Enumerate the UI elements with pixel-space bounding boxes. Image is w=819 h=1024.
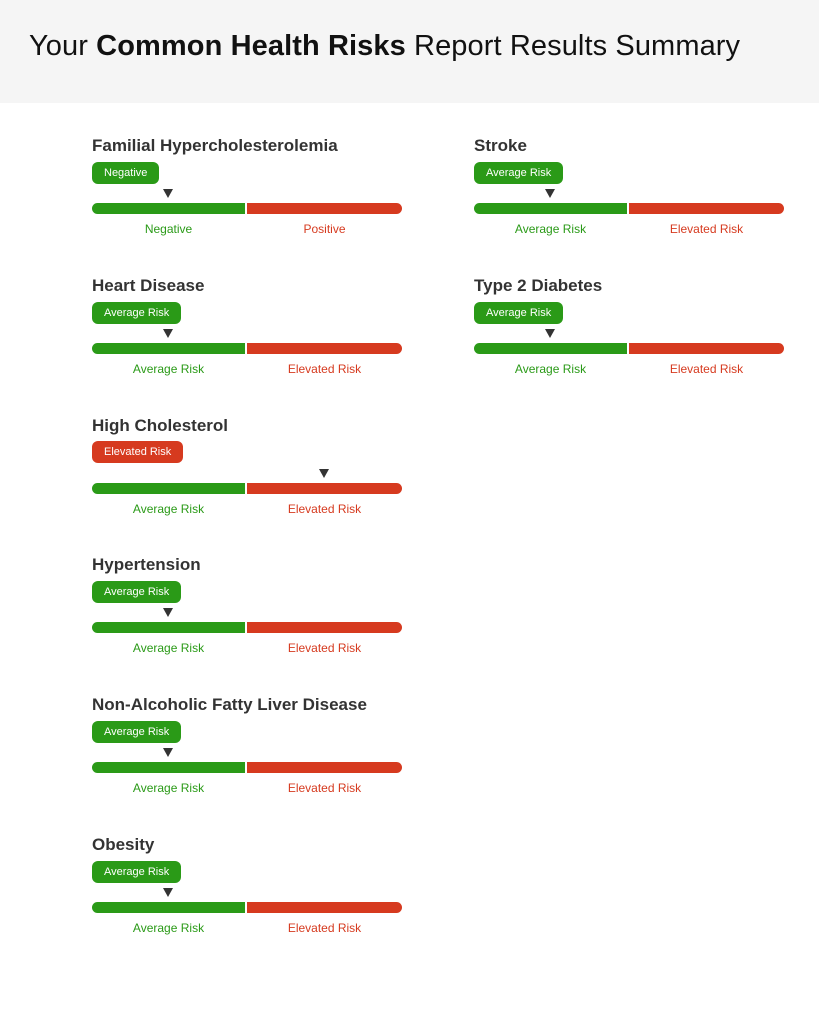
risk-high-label: Positive: [303, 222, 346, 236]
risk-marker-icon: [163, 888, 173, 897]
risk-title: Familial Hypercholesterolemia: [92, 136, 338, 155]
risk-bar-high-segment: [247, 902, 402, 913]
status-badge: Average Risk: [92, 861, 181, 883]
risk-bar-high-segment: [247, 203, 402, 214]
risk-title: Non-Alcoholic Fatty Liver Disease: [92, 695, 367, 714]
status-badge: Average Risk: [92, 302, 181, 324]
risk-bar: [92, 902, 402, 913]
risk-bar-low-segment: [474, 343, 627, 354]
risk-title: High Cholesterol: [92, 416, 229, 435]
risk-bar: [92, 483, 402, 494]
risk-bar-high-segment: [247, 483, 402, 494]
risk-bar-high-segment: [247, 762, 402, 773]
risk-low-label: Average Risk: [514, 222, 587, 236]
status-badge: Average Risk: [474, 162, 563, 184]
risk-high-label: Elevated Risk: [669, 362, 744, 376]
risk-marker-icon: [319, 469, 329, 478]
risk-bar-high-segment: [247, 622, 402, 633]
risk-bar-high-segment: [629, 343, 784, 354]
risk-bar-low-segment: [92, 622, 245, 633]
title-prefix: Your: [29, 30, 88, 62]
risk-low-label: Average Risk: [132, 641, 205, 655]
risk-bar: [92, 343, 402, 354]
risk-marker-icon: [163, 329, 173, 338]
risk-marker-icon: [545, 189, 555, 198]
risk-title: Heart Disease: [92, 276, 205, 295]
report-header: [0, 0, 819, 103]
risk-marker-icon: [163, 189, 173, 198]
risk-marker-icon: [545, 329, 555, 338]
risk-card-high-cholesterol: [92, 416, 402, 531]
risk-card-hypertension: [92, 555, 402, 670]
risk-bar-low-segment: [92, 902, 245, 913]
risk-bar: [92, 622, 402, 633]
status-badge: Negative: [92, 162, 159, 184]
risk-high-label: Elevated Risk: [669, 222, 744, 236]
risk-bar-low-segment: [92, 483, 245, 494]
risk-high-label: Elevated Risk: [287, 502, 362, 516]
risk-title: Hypertension: [92, 555, 201, 574]
risk-bar: [474, 343, 784, 354]
risk-title: Stroke: [474, 136, 527, 155]
risk-bar-low-segment: [474, 203, 627, 214]
status-badge: Elevated Risk: [92, 441, 183, 463]
title-bold: Common Health Risks: [96, 30, 406, 62]
risk-low-label: Average Risk: [132, 362, 205, 376]
risk-low-label: Average Risk: [132, 502, 205, 516]
risk-low-label: Negative: [144, 222, 193, 236]
status-badge: Average Risk: [92, 581, 181, 603]
status-badge: Average Risk: [92, 721, 181, 743]
risk-card-nafld: [92, 695, 402, 810]
risk-card-familial-hypercholesterolemia: [92, 136, 402, 251]
risk-bar-high-segment: [629, 203, 784, 214]
risk-bar-low-segment: [92, 203, 245, 214]
risk-high-label: Elevated Risk: [287, 921, 362, 935]
risk-bar: [92, 762, 402, 773]
risk-bar: [474, 203, 784, 214]
risk-marker-icon: [163, 608, 173, 617]
risk-bar-high-segment: [247, 343, 402, 354]
risk-card-type-2-diabetes: [474, 276, 784, 391]
risk-card-stroke: [474, 136, 784, 251]
risk-low-label: Average Risk: [514, 362, 587, 376]
risk-bar-low-segment: [92, 343, 245, 354]
risk-bar-low-segment: [92, 762, 245, 773]
risk-high-label: Elevated Risk: [287, 362, 362, 376]
risk-title: Obesity: [92, 835, 155, 854]
title-suffix: Report Results Summary: [414, 30, 741, 62]
risk-bar: [92, 203, 402, 214]
risk-high-label: Elevated Risk: [287, 641, 362, 655]
risk-marker-icon: [163, 748, 173, 757]
risk-low-label: Average Risk: [132, 781, 205, 795]
risk-high-label: Elevated Risk: [287, 781, 362, 795]
risk-card-obesity: [92, 835, 402, 950]
risk-card-heart-disease: [92, 276, 402, 391]
status-badge: Average Risk: [474, 302, 563, 324]
risk-low-label: Average Risk: [132, 921, 205, 935]
page-title: [29, 30, 740, 63]
risk-title: Type 2 Diabetes: [474, 276, 603, 295]
